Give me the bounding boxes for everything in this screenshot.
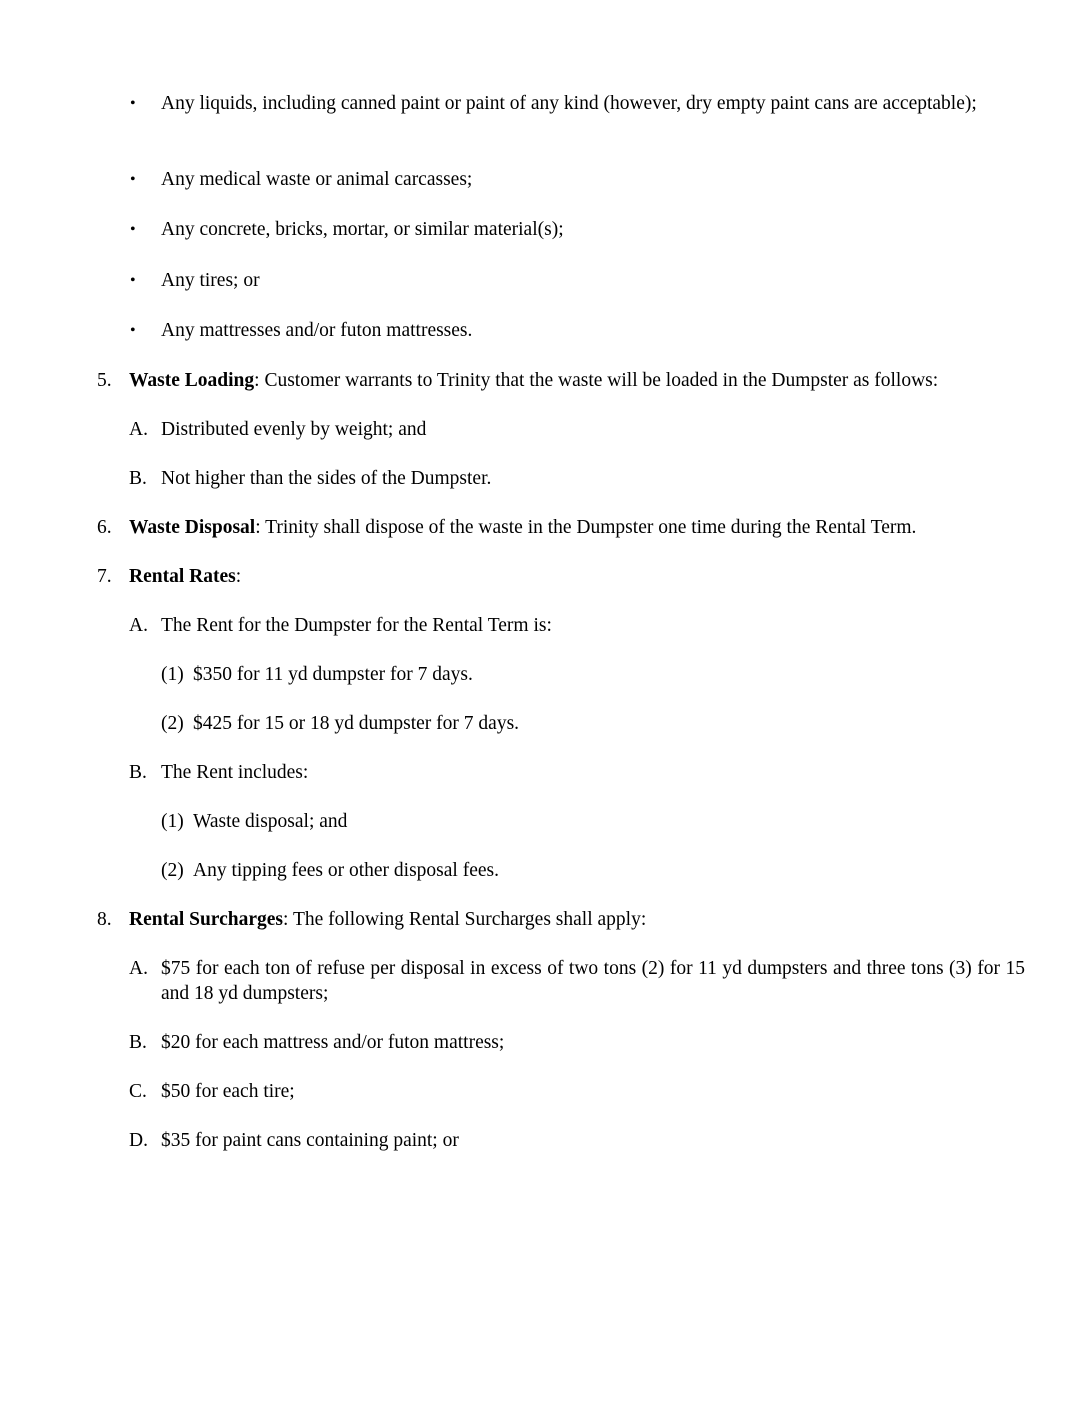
bullet-item: Any concrete, bricks, mortar, or similar material(s); [161, 219, 564, 240]
item-text: The Rent for the Dumpster for the Rental Term is: [161, 615, 552, 636]
section-heading-line [129, 515, 916, 540]
subitem-label: (1) [161, 664, 184, 685]
bullet-icon: • [130, 322, 136, 339]
section-text: : Trinity shall dispose of the waste in the Dumpster one time during the Rental Term. [255, 517, 917, 538]
item-text: Distributed evenly by weight; and [161, 419, 427, 440]
section-heading-line [129, 907, 646, 932]
subitem-label: (1) [161, 811, 184, 832]
item-label: A. [129, 615, 148, 636]
item-label: D. [129, 1130, 148, 1151]
bullet-item: Any tires; or [161, 270, 260, 291]
subitem-text: $425 for 15 or 18 yd dumpster for 7 days. [193, 713, 520, 734]
item-label: B. [129, 468, 147, 489]
section-number: 8. [97, 909, 112, 930]
bullet-item: Any liquids, including canned paint or paint of any kind (however, dry empty paint cans are acceptable); [161, 93, 977, 114]
subitem-text: $350 for 11 yd dumpster for 7 days. [193, 664, 473, 685]
subitem-text: Waste disposal; and [193, 811, 348, 832]
section-heading-line [129, 564, 241, 589]
bullet-item: Any mattresses and/or futon mattresses. [161, 320, 473, 341]
item-text: $50 for each tire; [161, 1081, 295, 1102]
item-label: B. [129, 762, 147, 783]
item-text: $75 for each ton of refuse per disposal in excess of two tons (2) for 11 yd dumpsters and three tons (3) for 15 and 18 yd dumpsters; [161, 958, 1025, 1004]
section-heading-line [129, 368, 938, 393]
section-text: : Customer warrants to Trinity that the waste will be loaded in the Dumpster as follows: [254, 370, 939, 391]
item-text: $20 for each mattress and/or futon mattress; [161, 1032, 505, 1053]
bullet-icon: • [130, 171, 136, 188]
section-heading: Rental Surcharges [129, 909, 284, 930]
section-heading: Rental Rates [129, 566, 236, 587]
section-number: 5. [97, 370, 112, 391]
section-text: : [235, 566, 242, 587]
item-label: C. [129, 1081, 147, 1102]
item-text: $35 for paint cans containing paint; or [161, 1130, 459, 1151]
bullet-icon: • [130, 95, 136, 112]
item-text: The Rent includes: [161, 762, 309, 783]
section-heading: Waste Disposal [129, 517, 256, 538]
section-number: 6. [97, 517, 112, 538]
section-number: 7. [97, 566, 112, 587]
bullet-icon: • [130, 221, 136, 238]
subitem-label: (2) [161, 860, 184, 881]
item-label: A. [129, 419, 148, 440]
bullet-item: Any medical waste or animal carcasses; [161, 169, 473, 190]
bullet-icon: • [130, 272, 136, 289]
section-text: : The following Rental Surcharges shall apply: [283, 909, 647, 930]
subitem-label: (2) [161, 713, 184, 734]
item-label: B. [129, 1032, 147, 1053]
subitem-text: Any tipping fees or other disposal fees. [193, 860, 499, 881]
item-label: A. [129, 958, 148, 979]
section-heading: Waste Loading [129, 370, 255, 391]
item-text: Not higher than the sides of the Dumpster. [161, 468, 492, 489]
